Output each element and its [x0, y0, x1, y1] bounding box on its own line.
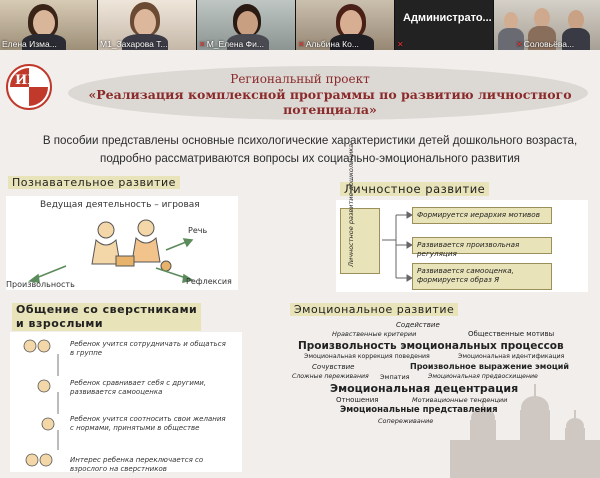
- mic-muted-icon: ✕: [516, 40, 523, 49]
- emotion-word: Эмоциональная коррекция поведения: [304, 353, 430, 360]
- personal-item: Развивается произвольная регуляция: [412, 237, 552, 254]
- participant-name-large: Администрато...: [403, 12, 492, 24]
- personal-item: Развивается самооценка, формируется образ Я: [412, 263, 552, 290]
- emotion-word: Общественные мотивы: [468, 330, 555, 338]
- reflection-label: Рефлексия: [186, 277, 232, 286]
- participant-name: [397, 39, 405, 49]
- emotion-word: Произвольное выражение эмоций: [410, 362, 569, 371]
- slide-title: «Реализация комплексной программы по развитию личностного потенциала»: [88, 87, 572, 117]
- speech-label: Речь: [188, 226, 208, 235]
- emotion-word: Эмоциональная децентрация: [330, 382, 519, 395]
- participant-name: ✕М_Елена Фи...: [199, 39, 264, 49]
- personal-item: Формируется иерархия мотивов: [412, 207, 552, 224]
- mic-muted-icon: ✕: [397, 40, 404, 49]
- participant-strip: [0, 0, 600, 50]
- participant-tile[interactable]: [98, 0, 196, 50]
- emotional-title: Эмоциональное развитие: [290, 303, 458, 316]
- emotion-word: Эмоциональные представления: [340, 405, 498, 415]
- emotion-word: Сопереживание: [378, 417, 434, 425]
- leading-activity-label: Ведущая деятельность – игровая: [40, 200, 200, 210]
- slide-subtitle: Региональный проект: [230, 72, 370, 86]
- participant-name: ✕Альбина Ко...: [298, 39, 359, 49]
- intro-text: В пособии представлены основные психологические характеристики детей дошкольного возраста, подробно рассматриваются вопросы их социально-эмоционального развития: [42, 134, 578, 165]
- arbitrariness-label: Произвольность: [6, 280, 75, 289]
- personal-box: Личностное развитие дошкольника: [340, 208, 380, 274]
- communication-item: Интерес ребенка переключается со взрослого на сверстников: [70, 456, 204, 473]
- cognitive-panel: [6, 196, 238, 290]
- participant-tile[interactable]: [197, 0, 295, 50]
- emotion-word: Мотивационные тенденции: [412, 396, 508, 404]
- participant-tile[interactable]: [296, 0, 394, 50]
- communication-item: Ребенок сравнивает себя с другими, развивается самооценка: [70, 379, 207, 396]
- emotion-word: Сложные переживания: [292, 373, 369, 380]
- communication-title: Общение со сверстниками и взрослыми: [12, 303, 201, 331]
- communication-item: Ребенок учится сотрудничать и общаться в группе: [70, 340, 226, 357]
- participant-name: М1_Захарова Т...: [100, 39, 168, 49]
- arrows: [6, 196, 238, 290]
- emotion-word: Сочувствие: [312, 363, 355, 371]
- participant-tile[interactable]: [0, 0, 97, 50]
- mic-muted-icon: ✕: [298, 40, 305, 49]
- emotion-word: Эмпатия: [380, 373, 410, 381]
- emotion-word: Произвольность эмоциональных процессов: [298, 340, 564, 352]
- emotion-word: Содействие: [396, 321, 440, 329]
- emotion-word: Эмоциональная идентификация: [458, 353, 565, 360]
- communication-item: Ребенок учится соотносить свои желания с нормами, принятыми в обществе: [70, 415, 226, 432]
- shared-slide: [0, 50, 600, 478]
- cognitive-title: Познавательное развитие: [8, 176, 180, 189]
- emotion-word: Нравственные критерии: [332, 330, 417, 338]
- participant-tile[interactable]: [494, 0, 600, 50]
- institute-logo-icon: [6, 64, 52, 110]
- emotion-word: Эмоциональная предвосхищение: [428, 373, 538, 380]
- participant-name: Елена Изма...: [2, 39, 57, 49]
- emotion-word: Отношения: [336, 396, 379, 404]
- logo-letter: ИР: [15, 73, 38, 88]
- participant-tile[interactable]: [395, 0, 493, 50]
- participant-name: ✕Соловьёва...: [516, 39, 575, 49]
- mic-muted-icon: ✕: [199, 40, 206, 49]
- personal-title: Личностное развитие: [340, 182, 489, 196]
